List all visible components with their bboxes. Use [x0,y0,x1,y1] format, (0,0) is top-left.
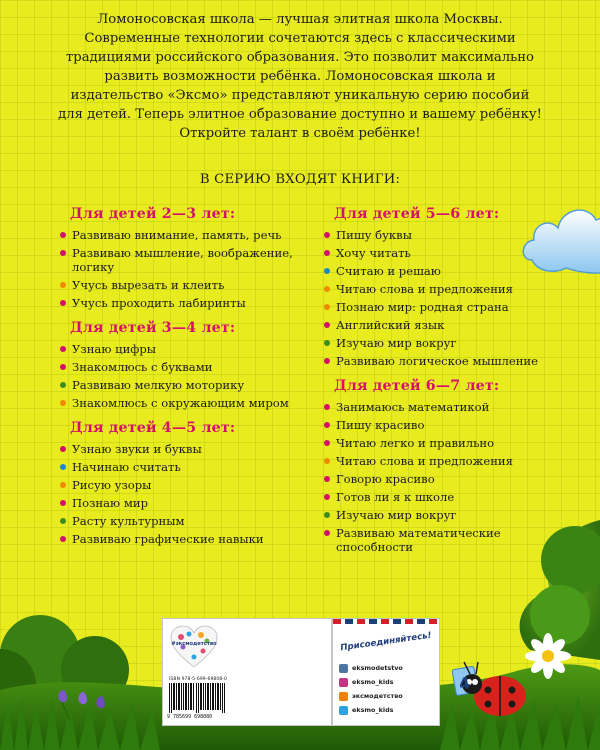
instagram-icon [339,678,348,687]
book-item: Узнаю звуки и буквы [58,442,308,456]
bullet-icon [324,268,330,274]
book-item: Познаю мир: родная страна [322,300,552,314]
book-item: Изучаю мир вокруг [322,336,552,350]
book-item: Развиваю графические навыки [58,532,308,546]
book-item: Готов ли я к школе [322,490,552,504]
age-group-title: Для детей 2—3 лет: [70,206,236,222]
bullet-icon [60,300,66,306]
age-group-3-4 [58,320,308,410]
left-column [58,206,308,556]
bullet-icon [60,400,66,406]
bullet-icon [60,346,66,352]
ok-icon [339,692,348,701]
series-heading: В СЕРИЮ ВХОДЯТ КНИГИ: [199,172,401,187]
envelope-stripe-icon [333,619,439,624]
bullet-icon [324,494,330,500]
barcode [169,683,225,713]
age-group-title: Для детей 4—5 лет: [70,420,236,436]
book-item: Считаю и решаю [322,264,552,278]
book-item: Читаю легко и правильно [322,436,552,450]
bullet-icon [60,500,66,506]
book-item: Познаю мир [58,496,308,510]
bullet-icon [60,382,66,388]
book-item: Хочу читать [322,246,552,260]
bullet-icon [60,250,66,256]
bullet-icon [324,304,330,310]
book-item: Занимаюсь математикой [322,400,552,414]
isbn-text: ISBN 978-5-699-69808-0 [169,677,227,682]
age-group-title: Для детей 5—6 лет: [334,206,500,222]
book-item: Читаю слова и предложения [322,454,552,468]
book-item: Пишу красиво [322,418,552,432]
book-item: Английский язык [322,318,552,332]
book-item: Учусь проходить лабиринты [58,296,308,310]
book-item: Пишу буквы [322,228,552,242]
bullet-icon [60,446,66,452]
bullet-icon [324,286,330,292]
book-item: Учусь вырезать и клеить [58,278,308,292]
age-group-title: Для детей 3—4 лет: [70,320,236,336]
bullet-icon [324,512,330,518]
age-group-2-3 [58,206,308,310]
barcode-digits: 9 785699 698080 [167,714,213,720]
join-social-card [332,618,440,726]
bullet-icon [324,422,330,428]
book-item: Знакомлюсь с окружающим миром [58,396,308,410]
book-item: Начинаю считать [58,460,308,474]
book-item: Знакомлюсь с буквами [58,360,308,374]
book-item: Говорю красиво [322,472,552,486]
book-item: Рисую узоры [58,478,308,492]
bullet-icon [324,322,330,328]
book-item: Развиваю мелкую моторику [58,378,308,392]
book-item: Развиваю мышление, воображение, логику [58,246,308,274]
bullet-icon [60,232,66,238]
book-item: Расту культурным [58,514,308,528]
book-item: Развиваю логическое мышление [322,354,552,368]
book-item: Читаю слова и предложения [322,282,552,296]
bullet-icon [324,232,330,238]
bullet-icon [324,404,330,410]
number-card-label: 4 [457,673,472,694]
eksmodetstvo-logo-text: #эксмодетство [171,641,217,647]
bullet-icon [60,282,66,288]
vk-icon [339,664,348,673]
book-item: Развиваю математические способности [322,526,552,554]
social-link-vk[interactable]: eksmodetstvo [339,663,435,675]
eksmodetstvo-heart-logo [169,625,219,669]
book-item: Развиваю внимание, память, речь [58,228,308,242]
bullet-icon [324,340,330,346]
social-link-instagram[interactable]: eksmo_kids [339,677,435,689]
intro-paragraph: Ломоносовская школа — лучшая элитная школа Москвы. Современные технологии сочетаются здесь с классическими традициями российского образования. Это позволит максимально развить возможности ребёнка. Ломоносовская школа и издательство «Эксмо» представляют уникальную серию пособий для детей. Теперь элитное образование доступно и вашему ребёнку! Откройте талант в своём ребёнке! [58,12,542,141]
barcode-card [162,618,332,726]
bullet-icon [324,476,330,482]
social-link-ok[interactable]: эксмодетство [339,691,435,703]
age-group-title: Для детей 6—7 лет: [334,378,500,394]
cloud-illustration [518,180,600,300]
bullet-icon [60,482,66,488]
bullet-icon [324,250,330,256]
telegram-icon [339,706,348,715]
book-item: Изучаю мир вокруг [322,508,552,522]
bullet-icon [324,440,330,446]
bullet-icon [324,358,330,364]
book-list [58,342,308,410]
book-list [58,228,308,310]
bullet-icon [60,364,66,370]
social-link-telegram[interactable]: eksmo_kids [339,705,435,717]
bullet-icon [324,458,330,464]
join-title: Присоединяйтесь! [339,630,433,654]
bullet-icon [60,464,66,470]
book-item: Узнаю цифры [58,342,308,356]
